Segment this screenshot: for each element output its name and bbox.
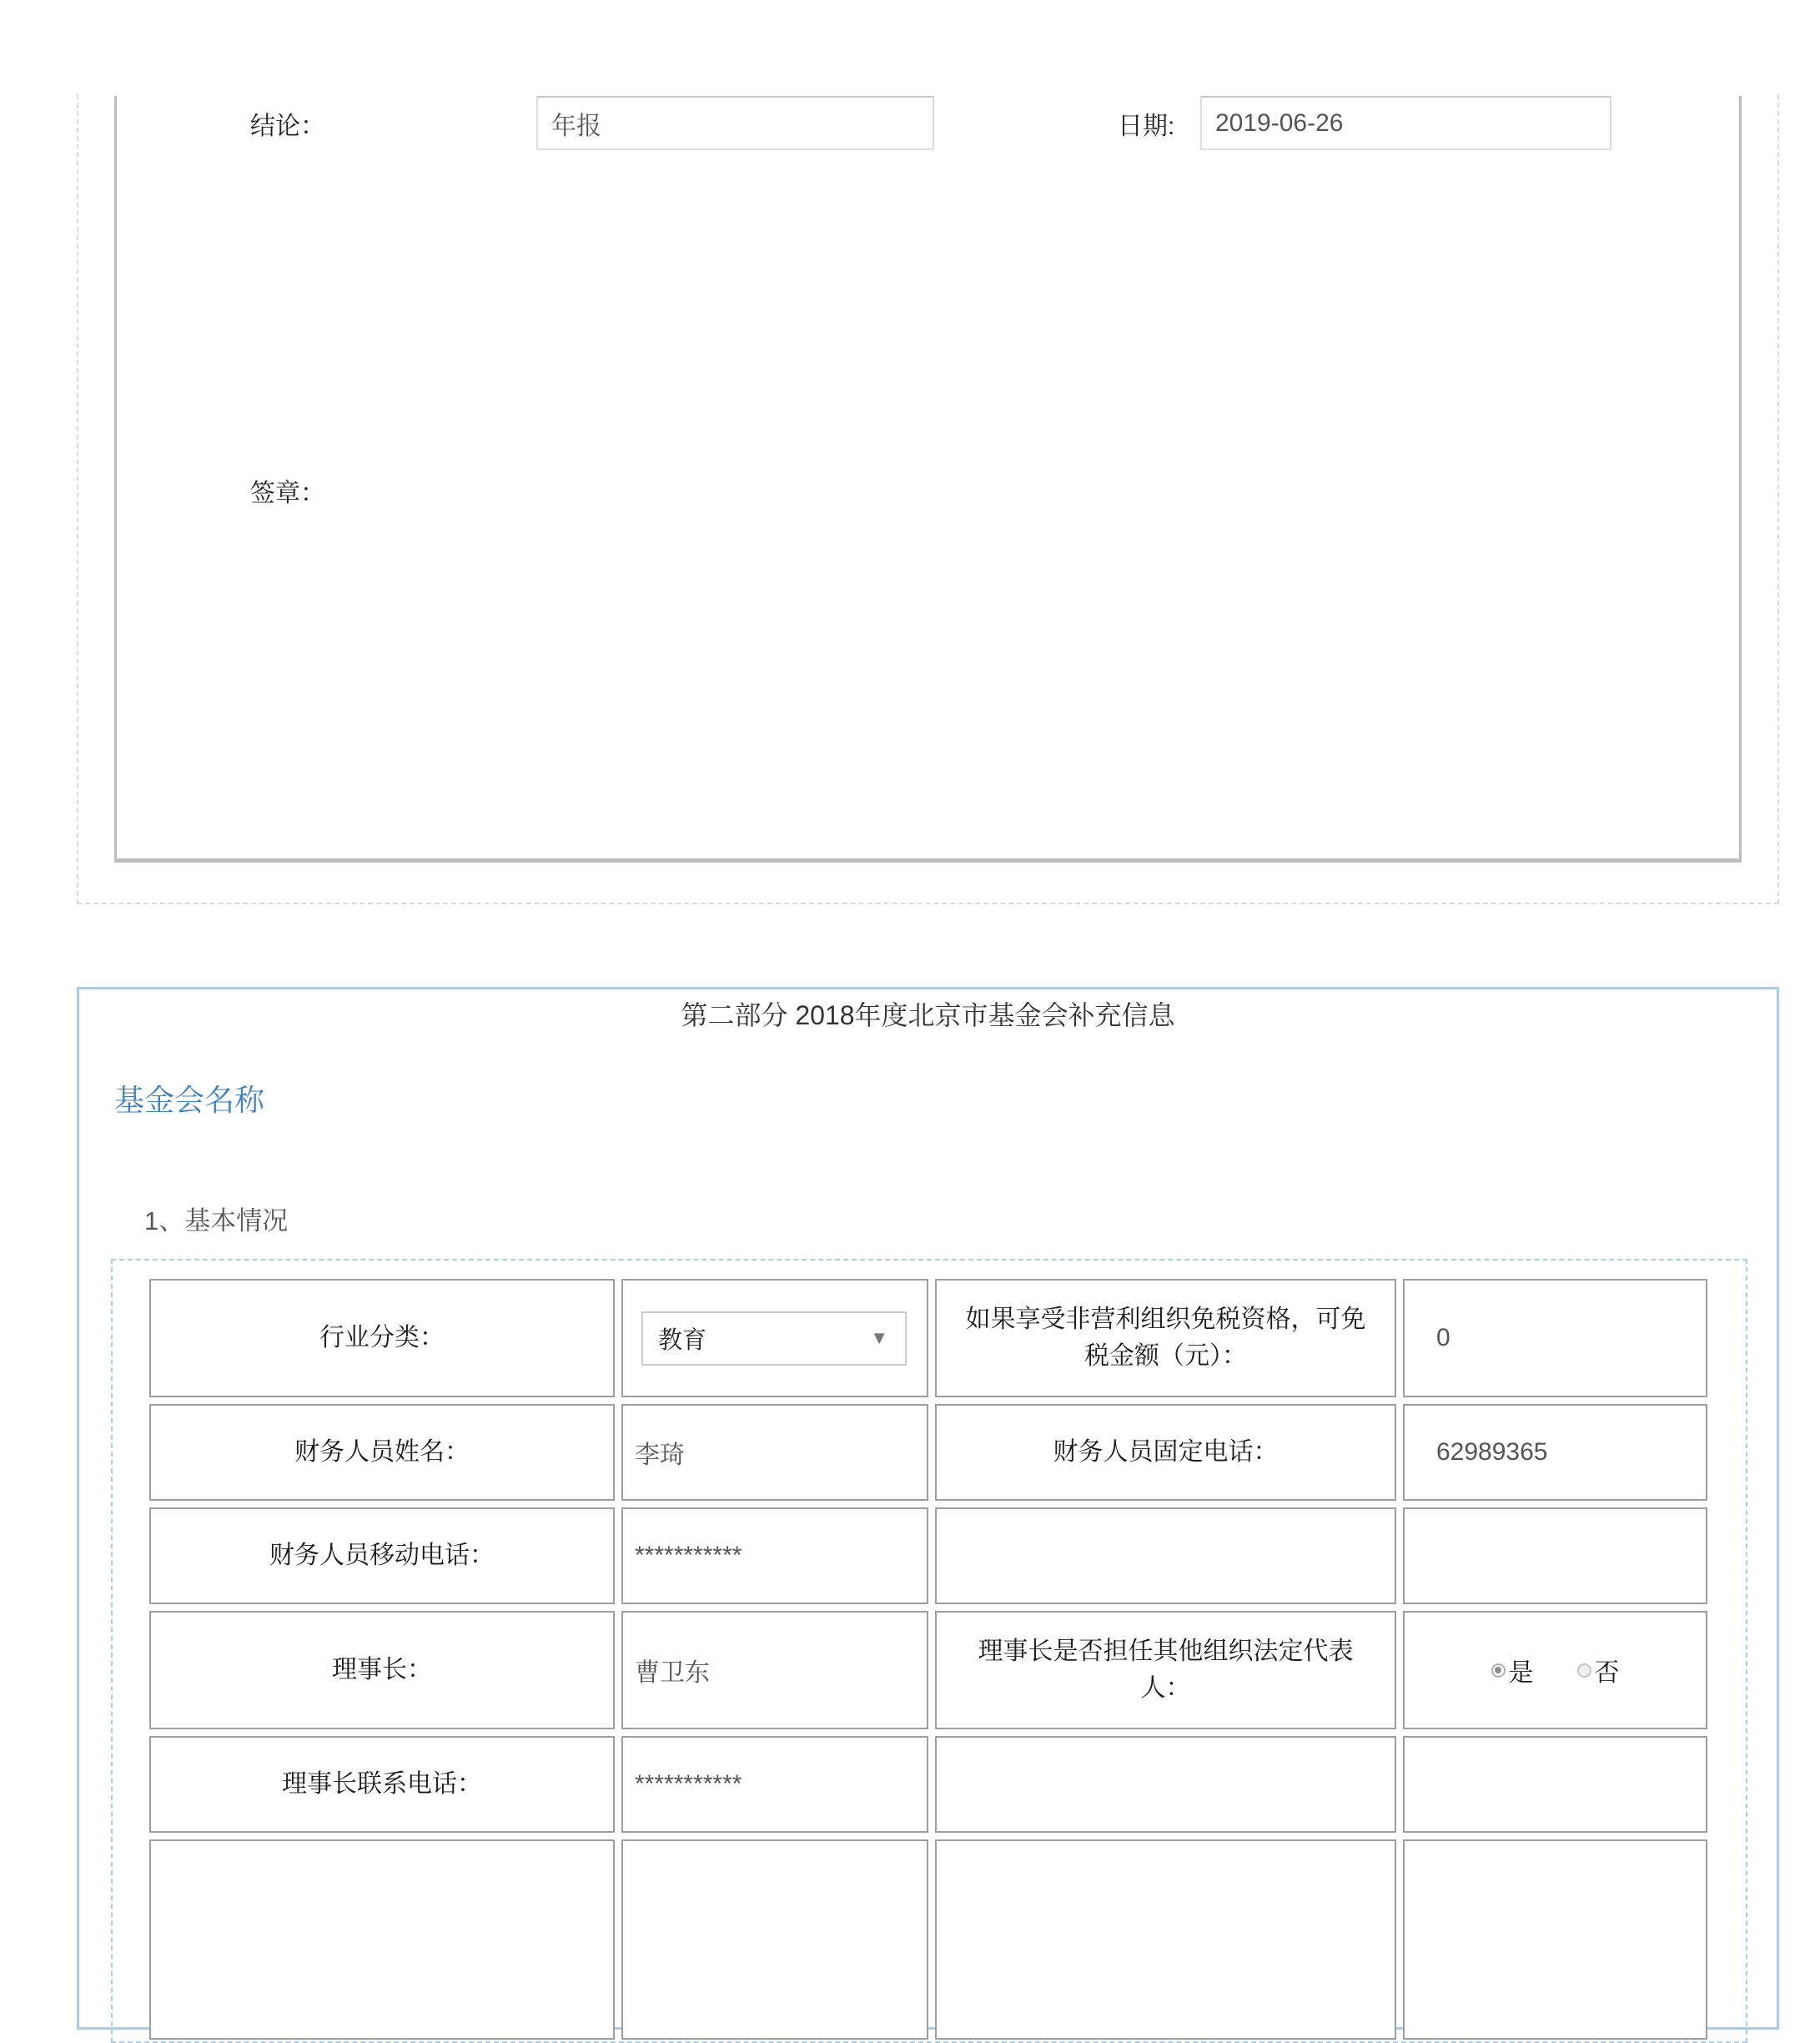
chairman-phone-label-cell: 理事长联系电话： [149, 1736, 615, 1833]
finance-tel-value-cell: 62989365 [1403, 1404, 1707, 1501]
chairman-label-cell: 理事长： [149, 1611, 615, 1729]
finance-tel-label-cell: 财务人员固定电话： [935, 1404, 1396, 1501]
conclusion-input-value: 年报 [551, 112, 601, 140]
chairman-other-org-radio-cell [1403, 1611, 1707, 1729]
radio-no-label: 否 [1594, 1659, 1620, 1687]
foundation-name-link: 基金会名称 [114, 1083, 265, 1117]
tax-exempt-value-cell: 0 [1403, 1279, 1707, 1397]
empty-cell [935, 1839, 1396, 2040]
radio-selected-dot [1495, 1667, 1501, 1673]
section2-title: 第二部分 2018年度北京市基金会补充信息 [681, 1000, 1175, 1030]
empty-cell [1403, 1839, 1707, 2040]
chairman-phone-value-cell: *********** [621, 1736, 928, 1833]
empty-cell [621, 1839, 928, 2040]
industry-label-cell: 行业分类： [149, 1279, 615, 1397]
basic-info-table [149, 1279, 1746, 2040]
industry-select-value: 教育 [658, 1326, 707, 1354]
empty-cell [149, 1839, 615, 2040]
chairman-value-cell: 曹卫东 [621, 1611, 928, 1729]
date-input[interactable] [1200, 96, 1611, 150]
empty-cell [935, 1507, 1396, 1604]
finance-mobile-label-cell: 财务人员移动电话： [149, 1507, 615, 1604]
chevron-down-icon: ▼ [870, 1327, 888, 1348]
basic-info-table-panel [111, 1259, 1747, 2043]
radio-yes[interactable] [1491, 1663, 1506, 1678]
signature-label: 签章： [250, 479, 325, 507]
empty-cell [935, 1736, 1396, 1833]
empty-cell [1403, 1736, 1707, 1833]
conclusion-label: 结论： [250, 112, 325, 140]
radio-yes-label: 是 [1508, 1659, 1534, 1687]
finance-name-label-cell: 财务人员姓名： [149, 1404, 615, 1501]
date-input-value: 2019-06-26 [1215, 108, 1344, 137]
date-label: 日期: [1118, 112, 1175, 140]
empty-cell [1403, 1507, 1707, 1604]
tax-exempt-label-cell: 如果享受非营利组织免税资格，可免税金额（元）： [935, 1279, 1396, 1397]
conclusion-input[interactable] [536, 96, 934, 150]
industry-select[interactable] [641, 1311, 907, 1366]
conclusion-signature-panel [114, 96, 1742, 863]
chairman-other-org-label-cell: 理事长是否担任其他组织法定代表人： [935, 1611, 1396, 1729]
radio-no[interactable] [1577, 1663, 1591, 1678]
yes-no-radio-group [1491, 1652, 1620, 1688]
finance-mobile-value-cell: *********** [621, 1507, 928, 1604]
industry-select-cell [621, 1279, 928, 1397]
basic-info-heading: 1、基本情况 [144, 1206, 289, 1235]
finance-name-value-cell: 李琦 [621, 1404, 928, 1501]
